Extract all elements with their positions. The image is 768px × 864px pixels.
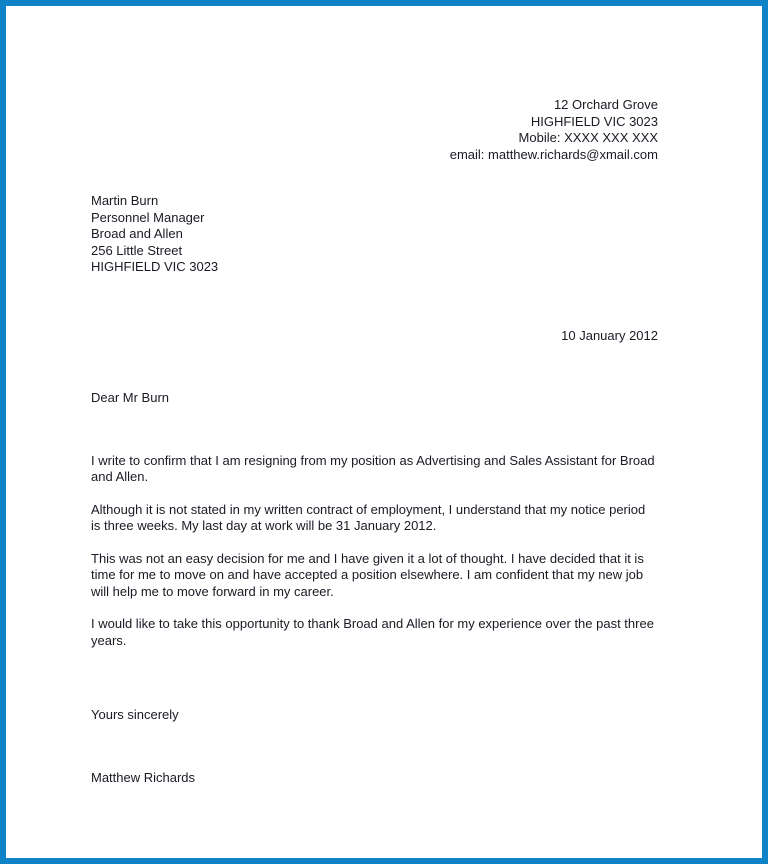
sender-address-block: [91, 97, 658, 163]
letter-page: [6, 6, 762, 858]
letter-signature-name: Matthew Richards: [91, 769, 196, 785]
recipient-job-title: Personnel Manager: [91, 209, 205, 225]
sender-address-line-1: 12 Orchard Grove: [553, 97, 658, 112]
sender-email-line: email: matthew.richards@xmail.com: [449, 146, 658, 162]
sender-phone-line: Mobile: XXXX XXX XXX: [518, 130, 658, 145]
sender-address-line-2: HIGHFIELD VIC 3023: [530, 113, 658, 129]
recipient-address-block: [91, 193, 658, 276]
recipient-city-postcode: HIGHFIELD VIC 3023: [91, 259, 219, 274]
recipient-street: 256 Little Street: [91, 242, 183, 258]
body-paragraph: This was not an easy decision for me and I have given it a lot of thought. I have decided that it is time for me to move on and have accepted a position elsewhere. I am confident that my new job will help me to move forward in my career.: [91, 550, 644, 599]
letter-body-paragraphs: [91, 453, 658, 650]
letter-content: [91, 6, 658, 786]
body-paragraph: Although it is not stated in my written contract of employment, I understand that my notice period is three weeks. My last day at work will be 31 January 2012.: [91, 501, 646, 533]
recipient-name: Martin Burn: [91, 193, 159, 208]
body-paragraph: I write to confirm that I am resigning from my position as Advertising and Sales Assistant for Broad and Allen.: [91, 452, 655, 484]
letter-date: 10 January 2012: [561, 327, 658, 343]
recipient-company: Broad and Allen: [91, 226, 183, 241]
letter-closing: Yours sincerely: [91, 707, 179, 722]
body-paragraph: I would like to take this opportunity to thank Broad and Allen for my experience over the past three years.: [91, 616, 654, 648]
letter-salutation: Dear Mr Burn: [91, 390, 170, 405]
